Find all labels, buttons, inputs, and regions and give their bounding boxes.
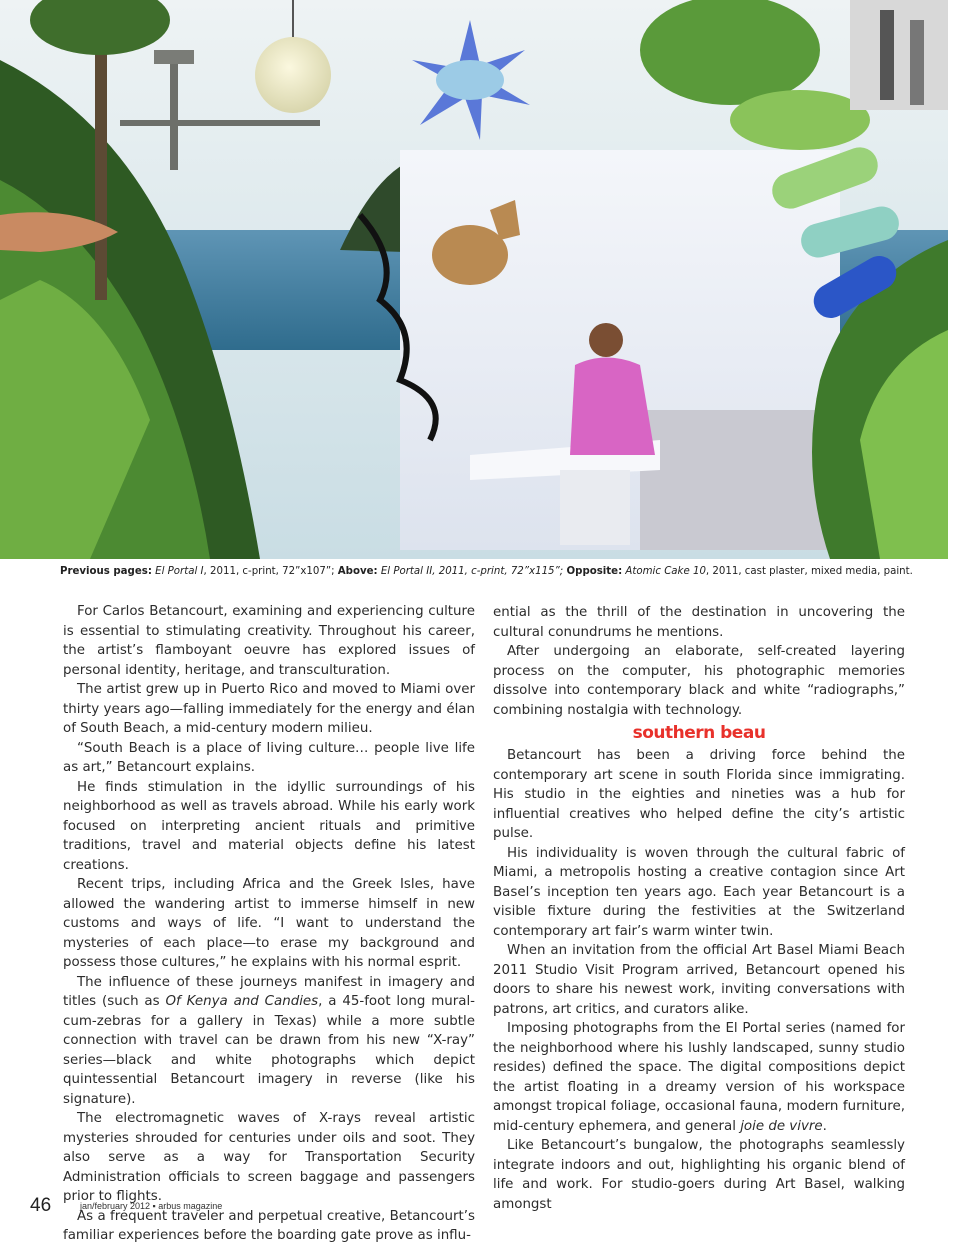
paragraph-text: , a 45-foot long mural-cum-zebras for a gallery in Texas) while a more subtle connection with travel can be drawn from his new “X-ray” series—black and white photographs which depict quintessential Betancourt imagery in reverse (like his signature). — [63, 994, 475, 1107]
caption-above-label: Above: — [337, 566, 378, 577]
paragraph: The artist grew up in Puerto Rico and moved to Miami over thirty years ago—falling immediately for the energy and élan of South Beach, a mid-century modern milieu. — [63, 682, 475, 736]
section-subhead: southern beau — [632, 723, 766, 743]
paragraph: For Carlos Betancourt, examining and experiencing culture is essential to stimulating creativity. Throughout his career, the artist’s flamboyant oeuvre has explored issues of personal identity, heritage, and transculturation. — [63, 604, 475, 678]
paragraph: “South Beach is a place of living culture… people live life as art,” Betancourt explains. — [63, 740, 475, 775]
paragraph-text: The influence of these journeys manifest in imagery and titles (such as — [63, 974, 475, 1009]
paragraph: ential as the thrill of the destination in uncovering the cultural conundrums he mentions. — [493, 605, 905, 640]
artwork-title: Of Kenya and Candies — [165, 994, 319, 1009]
article-column-left — [63, 602, 475, 1246]
page-number: 46 — [30, 1195, 52, 1216]
caption-prev-label: Previous pages: — [60, 566, 152, 577]
paragraph: Recent trips, including Africa and the Greek Isles, have allowed the wandering artist to immerse himself in new customs and ways of life. “I want to understand the mysteries of each place—to erase my background and possess those cultures,” he explains with his normal esprit. — [63, 877, 475, 970]
paragraph: Betancourt has been a driving force behind the contemporary art scene in south Florida since immigrating. His studio in the eighties and nineties was a hub for influential creatives who helped define the city’s artistic pulse. — [493, 748, 905, 841]
paragraph: As a frequent traveler and perpetual creative, Betancourt’s familiar experiences before the boarding gate prove as influ- — [63, 1208, 475, 1243]
caption-opposite-title: Atomic Cake 10 — [625, 566, 706, 577]
article-column-right — [493, 603, 905, 1214]
paragraph-text: Imposing photographs from the El Portal series (named for the neighborhood where his lushly landscaped, sunny studio resides) defined the space. The digital compositions depict the artist floating in a dreamy version of his workspace amongst tropical foliage, occasional fauna, modern furniture, mid-century ephemera, and general — [493, 1021, 905, 1134]
caption-prev-details: , 2011, c-print, 72”x107”; — [203, 566, 335, 577]
paragraph: His individuality is woven through the cultural fabric of Miami, a metropolis hosting a creative contagion since Art Basel’s inception ten years ago. Each year Betancourt is a visible fixture during the festivities at the Switzerland contemporary art fair’s warm winter twin. — [493, 845, 905, 939]
paragraph: The electromagnetic waves of X-rays reveal artistic mysteries shrouded for centuries under oils and soot. They also serve as a way for Transportation Security Administration officials to screen baggage and passengers prior to flights. — [63, 1111, 475, 1204]
paragraph — [63, 973, 475, 1110]
caption-opposite-details: , 2011, cast plaster, mixed media, paint. — [705, 566, 913, 577]
collage-photo — [0, 0, 948, 559]
issue-footer: jan/february 2012 ▪ arbus magazine — [80, 1201, 223, 1211]
photo-caption — [60, 565, 920, 579]
paragraph: Like Betancourt’s bungalow, the photographs seamlessly integrate indoors and out, highlighting his organic blend of life and work. For studio-goers during Art Basel, walking amongst — [493, 1138, 905, 1212]
paragraph — [493, 1019, 905, 1136]
paragraph: When an invitation from the official Art Basel Miami Beach 2011 Studio Visit Program arrived, Betancourt opened his doors to share his newest work, inviting conversations with patrons, art critics, and curators alike. — [493, 943, 905, 1017]
paragraph: After undergoing an elaborate, self-created layering process on the computer, his photographic memories dissolve into contemporary black and white “radiographs,” combining nostalgia with technology. — [493, 644, 905, 718]
caption-prev-title: El Portal I — [155, 566, 204, 577]
paragraph: He finds stimulation in the idyllic surroundings of his neighborhood as well as travels abroad. While his early work focused on interpreting ancient rituals and primitive traditions, travel and material objects define his latest creations. — [63, 779, 475, 873]
paragraph-text: . — [822, 1118, 827, 1134]
italic-phrase: joie de vivre — [740, 1118, 823, 1134]
caption-opposite-label: Opposite: — [566, 566, 623, 577]
caption-above-title: El Portal II, 2011, c-print, 72”x115”; — [380, 566, 564, 577]
